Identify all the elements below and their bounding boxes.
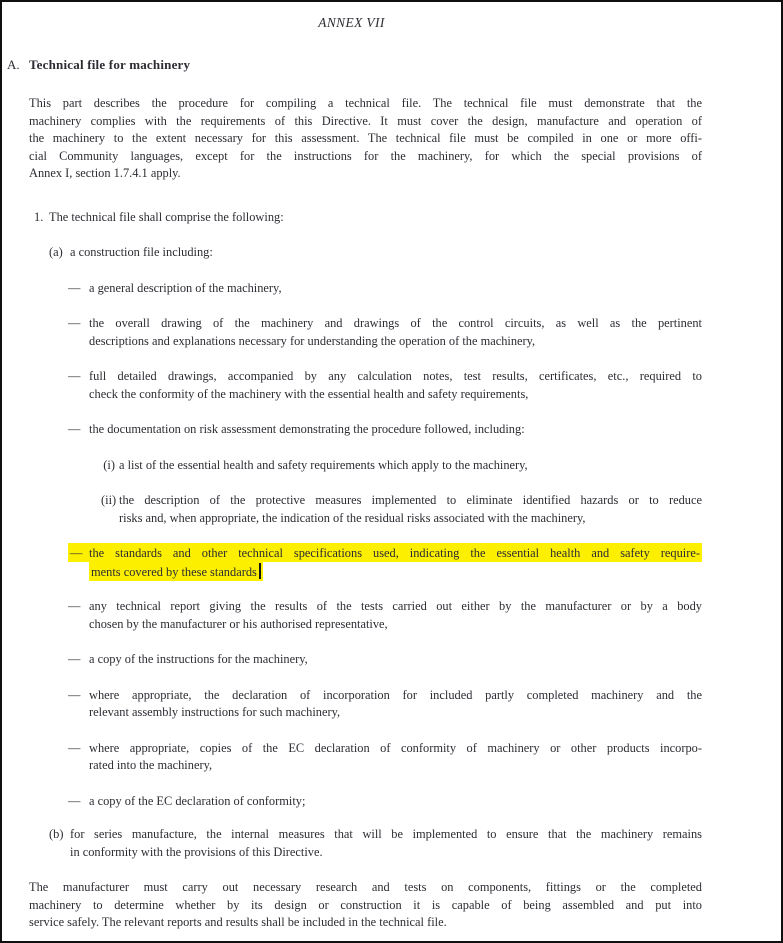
text-line: This part describes the procedure for compiling a technical file. The technical file must demonstrate that the [29,96,702,110]
list-item [68,598,702,633]
dash-marker: — [68,687,81,702]
highlight-text-2: ments covered by these standards [91,564,257,579]
dash-marker: — [70,546,83,560]
list-item [68,421,702,439]
text-line: in conformity with the provisions of this Directive. [70,844,323,859]
text-cursor [259,563,261,579]
text-line: full detailed drawings, accompanied by any calculation notes, test results, certificates, etc., required to [89,369,702,383]
highlight-text-1: the standards and other technical specifications used, indicating the essential health and safety require- [89,546,700,560]
item-b [49,826,702,861]
item-letter-marker: (a) [49,245,63,259]
text-line: the machinery to the extent necessary for this assessment. The technical file must be compiled in one or more offi- [29,131,702,145]
text-line: check the conformity of the machinery with the essential health and safety requirements, [89,386,529,401]
text-line: any technical report giving the results of the tests carried out either by the manufacturer or by a body [89,599,702,613]
section-label: A. [7,56,20,72]
item-letter-marker: (b) [49,827,64,841]
dash-marker: — [68,369,81,383]
numbered-item-1 [34,209,702,227]
text-line: rated into the machinery, [89,758,213,772]
dash-marker: — [68,793,81,808]
section-heading: Technical file for machinery [29,56,191,72]
text-line: where appropriate, copies of the EC declaration of conformity of machinery or other products incorpo- [89,740,702,755]
list-item [68,315,702,350]
text-line: machinery complies with the requirements of this Directive. It must cover the design, manufacture and operation of [29,113,702,128]
text-line: chosen by the manufacturer or his authorised representative, [89,616,388,631]
list-item [68,740,702,775]
item-a [49,244,702,262]
text-line: where appropriate, the declaration of incorporation for included partly completed machinery and the [89,687,702,702]
text-line: descriptions and explanations necessary for understanding the operation of the machinery, [89,333,536,348]
text-line: a list of the essential health and safety requirements which apply to the machinery, [119,457,528,472]
text-line: relevant assembly instructions for such machinery, [89,705,341,719]
list-item [68,368,702,403]
highlight-line-2 [89,563,702,581]
roman-item-ii [101,492,702,527]
dash-marker: — [68,422,81,436]
text-line: Annex I, section 1.7.4.1 apply. [29,166,181,180]
highlighted-text[interactable] [68,543,702,562]
item-number-marker: 1. [34,209,44,224]
text-line: machinery to determine whether by its design or construction it is capable of being assembled and put into [29,897,702,912]
dash-marker: — [68,316,81,330]
text-line: cial Community languages, except for the instructions for the machinery, for which the special provisions of [29,148,702,163]
dash-marker: — [68,652,81,666]
section-heading-row [7,56,781,74]
roman-marker: (ii) [101,493,117,507]
annex-title: ANNEX VII [318,15,385,30]
text-line: a copy of the EC declaration of conformity; [89,793,306,808]
roman-item-i [101,457,702,475]
text-line: The manufacturer must carry out necessary research and tests on components, fittings or the completed [29,880,702,894]
text-line: service safely. The relevant reports and results shall be included in the technical file. [29,915,447,929]
dash-marker: — [68,599,81,613]
highlighted-list-item [68,545,702,580]
intro-paragraph [29,95,702,183]
text-line: the documentation on risk assessment demonstrating the procedure followed, including: [89,422,525,436]
text-line: a copy of the instructions for the machinery, [89,652,308,666]
closing-paragraph [29,879,702,932]
list-item [68,280,702,298]
list-item [68,687,702,722]
text-line: for series manufacture, the internal measures that will be implemented to ensure that the machinery remains [70,827,702,841]
roman-marker: (i) [103,457,115,472]
highlight-line-1 [68,545,702,563]
text-line: a construction file including: [70,245,213,259]
text-line: a general description of the machinery, [89,280,282,295]
dash-marker: — [68,280,81,295]
list-item [68,793,702,811]
text-line: the overall drawing of the machinery and drawings of the control circuits, as well as the pertinent [89,316,702,330]
text-line: The technical file shall comprise the following: [49,209,284,224]
text-line: risks and, when appropriate, the indication of the residual risks associated with the machinery, [119,510,586,525]
text-line: the description of the protective measures implemented to eliminate identified hazards or to reduce [119,493,702,507]
list-item [68,651,702,669]
highlighted-text[interactable] [89,562,263,581]
dash-marker: — [68,740,81,755]
